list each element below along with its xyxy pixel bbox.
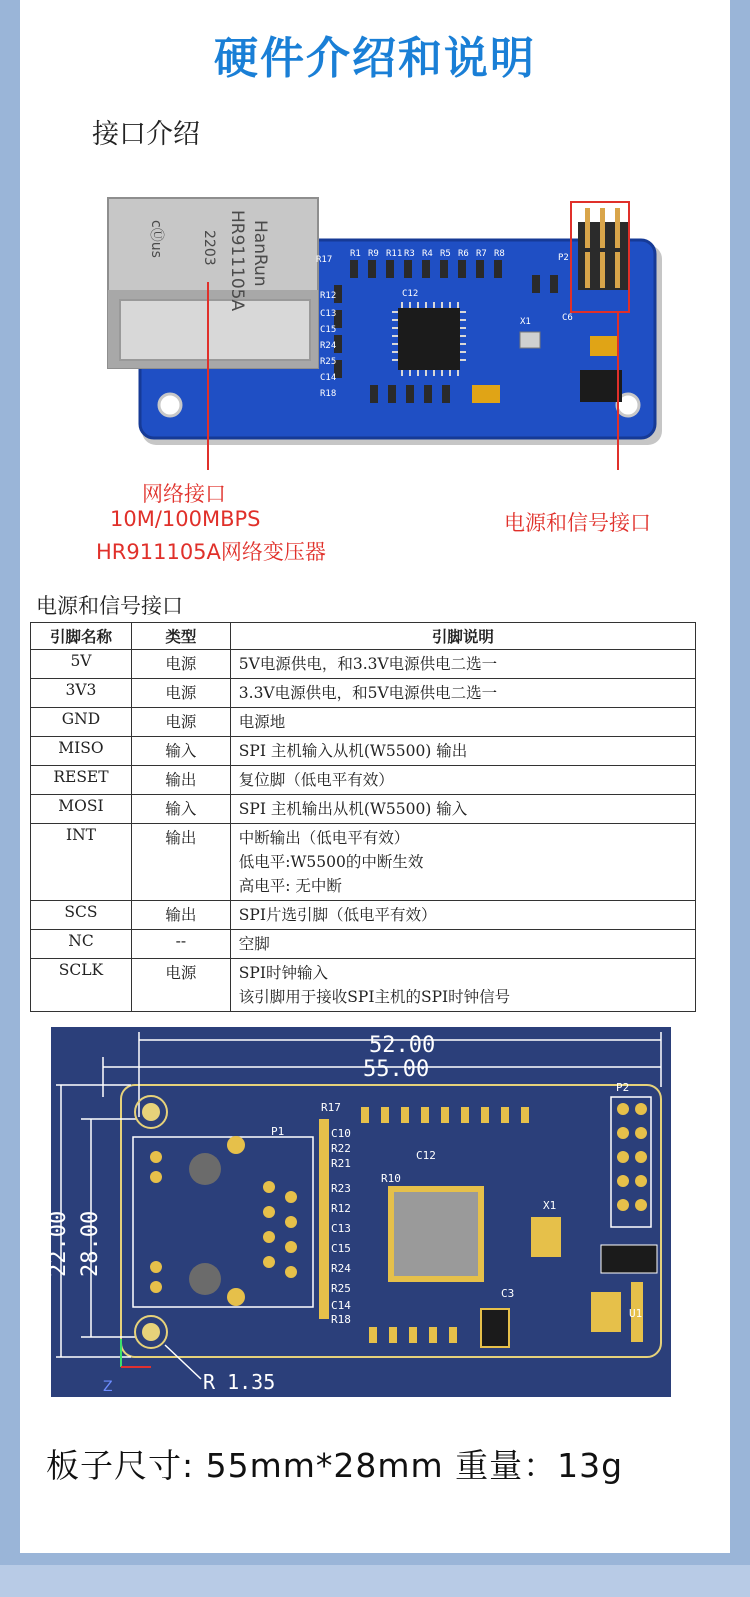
pin-type: 输出 (131, 766, 230, 795)
table-row (31, 650, 696, 679)
pin-name: GND (31, 708, 132, 737)
svg-text:R18: R18 (331, 1313, 351, 1326)
pin-description: SPI 主机输出从机(W5500) 输入 (230, 795, 695, 824)
svg-text:C14: C14 (320, 373, 337, 383)
svg-text:R25: R25 (320, 357, 337, 367)
pin-description: SPI片选引脚（低电平有效） (230, 901, 695, 930)
table-row (31, 959, 696, 1012)
svg-text:C15: C15 (320, 325, 337, 335)
pin-name: INT (31, 824, 132, 901)
svg-text:X1: X1 (520, 317, 531, 327)
pin-description: SPI时钟输入 该引脚用于接收SPI主机的SPI时钟信号 (230, 959, 695, 1012)
svg-text:R25: R25 (331, 1282, 351, 1295)
table-row (31, 795, 696, 824)
module-photo (80, 190, 690, 470)
pin-name: MISO (31, 737, 132, 766)
table-row (31, 708, 696, 737)
svg-text:C10: C10 (331, 1127, 351, 1140)
svg-text:R12: R12 (331, 1202, 351, 1215)
dimension-drawing (46, 1027, 671, 1397)
pin-name: SCS (31, 901, 132, 930)
svg-text:Z: Z (103, 1379, 113, 1395)
svg-text:HanRun: HanRun (250, 220, 270, 287)
pin-type: 输入 (131, 795, 230, 824)
svg-text:R8: R8 (494, 249, 505, 259)
header-type: 类型 (131, 623, 230, 650)
network-callout-line3: HR911105A网络变压器 (96, 540, 326, 564)
svg-text:R7: R7 (476, 249, 487, 259)
svg-text:R1: R1 (350, 249, 361, 259)
drawing-background (51, 1027, 671, 1397)
svg-text:C12: C12 (402, 289, 419, 299)
pin-description: 电源地 (230, 708, 695, 737)
table-row (31, 679, 696, 708)
svg-text:R17: R17 (316, 255, 333, 265)
svg-text:R12: R12 (320, 291, 337, 301)
svg-text:X1: X1 (543, 1199, 557, 1212)
header-pin-name: 引脚名称 (31, 623, 132, 650)
pin-type: 电源 (131, 650, 230, 679)
pin-description: 空脚 (230, 930, 695, 959)
svg-text:R21: R21 (331, 1157, 351, 1170)
power-callout: 电源和信号接口 (504, 511, 651, 535)
svg-text:55.00: 55.00 (363, 1057, 430, 1082)
pin-description: SPI 主机输入从机(W5500) 输出 (230, 737, 695, 766)
rj45-connector (108, 198, 318, 368)
svg-text:28.00: 28.00 (78, 1210, 103, 1277)
network-callout-line2: 10M/100MBPS (110, 507, 261, 531)
svg-text:C3: C3 (501, 1287, 515, 1300)
pin-type: 电源 (131, 708, 230, 737)
svg-text:R10: R10 (381, 1172, 401, 1185)
svg-text:U1: U1 (629, 1307, 643, 1320)
svg-text:C13: C13 (331, 1222, 351, 1235)
svg-text:HR911105A: HR911105A (227, 210, 247, 312)
svg-text:R3: R3 (404, 249, 415, 259)
pin-description: 复位脚（低电平有效） (230, 766, 695, 795)
pin-description: 3.3V电源供电，和5V电源供电二选一 (230, 679, 695, 708)
svg-text:R11: R11 (386, 249, 403, 259)
header-description: 引脚说明 (230, 623, 695, 650)
svg-text:R5: R5 (440, 249, 451, 259)
w5500-chip (398, 308, 460, 370)
pin-name: RESET (31, 766, 132, 795)
pin-name: 3V3 (31, 679, 132, 708)
svg-text:C6: C6 (562, 313, 573, 323)
svg-text:C13: C13 (320, 309, 337, 319)
pin-type: 电源 (131, 679, 230, 708)
pin-name: 5V (31, 650, 132, 679)
network-callout-line1: 网络接口 (142, 482, 226, 506)
pin-description: 5V电源供电，和3.3V电源供电二选一 (230, 650, 695, 679)
svg-text:cⓊus: cⓊus (148, 220, 164, 258)
pin-name: MOSI (31, 795, 132, 824)
table-row (31, 737, 696, 766)
svg-text:R18: R18 (320, 389, 337, 399)
table-row (31, 930, 696, 959)
pin-table (30, 622, 696, 1012)
svg-text:R9: R9 (368, 249, 379, 259)
svg-text:P2: P2 (616, 1081, 630, 1094)
svg-text:P1: P1 (271, 1125, 285, 1138)
svg-text:2203: 2203 (201, 230, 217, 266)
pin-name: NC (31, 930, 132, 959)
table-caption: 电源和信号接口 (36, 594, 183, 618)
svg-text:C15: C15 (331, 1242, 351, 1255)
bottom-strip (0, 1565, 750, 1597)
page-panel (20, 0, 730, 1553)
svg-text:R23: R23 (331, 1182, 351, 1195)
pin-name: SCLK (31, 959, 132, 1012)
board-size-weight: 板子尺寸: 55mm*28mm 重量：13g (46, 1446, 624, 1485)
pin-type: -- (131, 930, 230, 959)
svg-text:22.00: 22.00 (46, 1210, 71, 1277)
svg-text:R4: R4 (422, 249, 433, 259)
interface-heading: 接口介绍 (92, 119, 200, 150)
table-row (31, 901, 696, 930)
pin-description: 中断输出（低电平有效） 低电平:W5500的中断生效 高电平: 无中断 (230, 824, 695, 901)
table-row (31, 824, 696, 901)
table-row (31, 766, 696, 795)
svg-text:R22: R22 (331, 1142, 351, 1155)
svg-text:R17: R17 (321, 1101, 341, 1114)
pin-type: 电源 (131, 959, 230, 1012)
svg-text:C14: C14 (331, 1299, 351, 1312)
svg-text:R 1.35: R 1.35 (203, 1370, 276, 1394)
mounting-hole-icon (159, 394, 181, 416)
pin-type: 输出 (131, 901, 230, 930)
pin-type: 输入 (131, 737, 230, 766)
svg-text:R6: R6 (458, 249, 469, 259)
svg-text:P2: P2 (558, 253, 569, 263)
page-title: 硬件介绍和说明 (214, 33, 536, 84)
table-header-row (31, 623, 696, 650)
svg-text:C12: C12 (416, 1149, 436, 1162)
svg-text:52.00: 52.00 (369, 1033, 436, 1058)
svg-text:R24: R24 (320, 341, 337, 351)
svg-text:R24: R24 (331, 1262, 351, 1275)
pin-type: 输出 (131, 824, 230, 901)
